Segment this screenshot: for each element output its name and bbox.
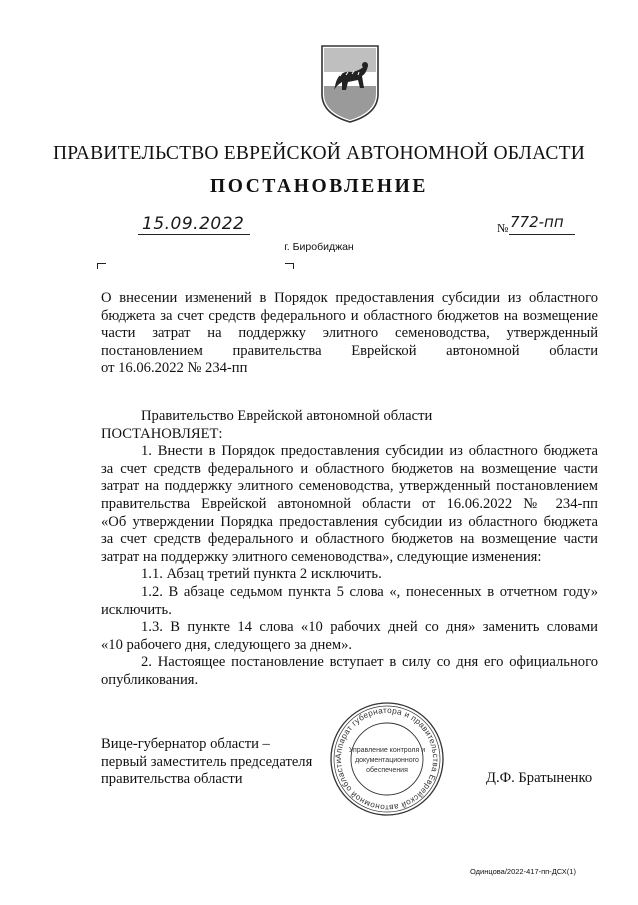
decree-title xyxy=(101,290,598,378)
paragraph-1-line: затрат на поддержку элитного семеноводства», следующие изменения: xyxy=(101,548,542,565)
coat-of-arms-emblem xyxy=(318,42,382,126)
stamp-inner-line: Управление контроля и xyxy=(348,747,426,754)
resolves-text: ПОСТАНОВЛЯЕТ: xyxy=(101,425,223,442)
paragraph-1-line: затрат на поддержку элитного семеноводства, утвержденный постановлением xyxy=(101,478,598,495)
paragraph-1-2-line: исключить. xyxy=(101,601,172,618)
executor-footer: Одинцова/2022-417-пп-ДСХ(1) xyxy=(470,867,576,876)
city: г. Биробиджан xyxy=(284,241,354,253)
government-name: ПРАВИТЕЛЬСТВО ЕВРЕЙСКОЙ АВТОНОМНОЙ ОБЛАСТИ xyxy=(52,143,586,164)
document-type: ПОСТАНОВЛЕНИЕ xyxy=(209,176,429,197)
signatory-position xyxy=(101,736,312,789)
title-line: части затрат на поддержку элитного семеноводства, утвержденный xyxy=(101,325,598,342)
title-bracket-left xyxy=(97,263,106,269)
paragraph-2-line: 2. Настоящее постановление вступает в силу со дня его официального xyxy=(141,654,598,671)
paragraph-1-3-line: «10 рабочего дня, следующего за днем». xyxy=(101,636,353,653)
paragraph-1-line: за счет средств федерального и областного бюджетов на возмещение части xyxy=(101,531,598,548)
title-line: постановлением правительства Еврейской автономной области xyxy=(101,342,598,359)
number-underline xyxy=(509,234,575,235)
paragraph-2-line: опубликования. xyxy=(101,671,199,688)
number-label: № xyxy=(497,221,509,235)
date-underline xyxy=(138,234,250,235)
position-line: Вице-губернатор области – xyxy=(101,736,270,752)
title-line: от 16.06.2022 № 234-пп xyxy=(101,360,248,377)
official-stamp xyxy=(328,700,446,818)
coat-of-arms-tiger-icon xyxy=(318,42,382,126)
stamp-seal-icon xyxy=(328,700,446,818)
title-bracket-right xyxy=(285,263,294,269)
stamp-ring-text: Аппарат губернатора и правительства Еврейской автономной области xyxy=(333,705,441,813)
decree-date: 15.09.2022 xyxy=(142,214,245,234)
title-line: О внесении изменений в Порядок предоставления субсидии из областного xyxy=(101,290,598,306)
position-line: первый заместитель председателя xyxy=(101,753,313,770)
paragraph-1-line: правительства Еврейской автономной области от 16.06.2022 № 234-пп xyxy=(101,495,598,512)
paragraph-1-1: 1.1. Абзац третий пункта 2 исключить. xyxy=(141,566,382,583)
intro-text: Правительство Еврейской автономной области xyxy=(141,408,433,424)
stamp-inner-line: обеспечения xyxy=(366,767,408,774)
paragraph-1-2-line: 1.2. В абзаце седьмом пункта 5 слова «, понесенных в отчетном году» xyxy=(141,583,598,600)
stamp-inner-line: документационного xyxy=(355,757,419,764)
paragraph-1-3-line: 1.3. В пункте 14 слова «10 рабочих дней со дня» заменить словами xyxy=(141,619,598,636)
title-line: бюджета за счет средств федерального и областного бюджетов на возмещение xyxy=(101,307,598,324)
paragraph-1-line: «Об утверждении Порядка предоставления субсидии из областного бюджета xyxy=(101,513,598,530)
decree-body xyxy=(101,408,598,690)
position-line: правительства области xyxy=(101,771,243,788)
signatory-name: Д.Ф. Братыненко xyxy=(486,770,593,786)
decree-number: 772-пп xyxy=(510,213,564,231)
paragraph-1-line: за счет средств федерального и областного бюджетов на возмещение части xyxy=(101,460,598,477)
paragraph-1-line: 1. Внести в Порядок предоставления субсидии из областного бюджета xyxy=(141,443,598,460)
